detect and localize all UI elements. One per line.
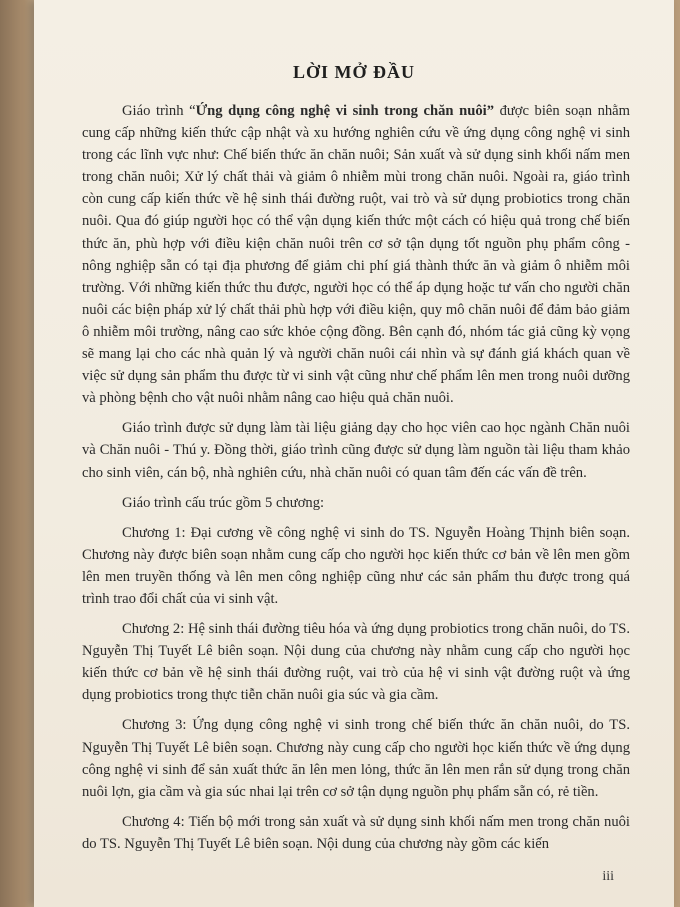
paragraph-intro-rest: được biên soạn nhằm cung cấp những kiến thức cập nhật và xu hướng nghiên cứu về ứng dụng công nghệ vi sinh trong các lĩnh vực như: Chế biến thức ăn chăn nuôi; Sản xuất và sử dụng sinh khối nấm men trong chăn nuôi; Xử lý chất thải và giảm ô nhiễm mùi trong chăn nuôi. Ngoài ra, giáo trình còn cung cấp kiến thức về hệ sinh thái đường ruột, vai trò và sử dụng probiotics trong chăn nuôi. Qua đó giúp người học có thể vận dụng kiến thức một cách có hiệu quả trong chế biến thức ăn, phù hợp với điều kiện chăn nuôi trên cơ sở tận dụng tốt nguồn phụ phẩm công - nông nghiệp sẵn có tại địa phương để giảm chi phí giá thành thức ăn và giảm ô nhiễm môi trường. Với những kiến thức thu được, người học có thể áp dụng hoặc tư vấn cho người chăn nuôi các biện pháp xử lý chất thải phù hợp với điều kiện, quy mô chăn nuôi để đảm bảo giảm ô nhiễm môi trường, nâng cao sức khỏe cộng đồng. Bên cạnh đó, nhóm tác giả cũng kỳ vọng sẽ mang lại cho các nhà quản lý và người chăn nuôi cái nhìn và sự đánh giá khách quan về việc sử dụng sản phẩm thu được từ vi sinh vật cũng như chế phẩm lên men trong nuôi dưỡng và phòng bệnh cho vật nuôi nhằm nâng cao hiệu quả chăn nuôi. — [82, 103, 631, 407]
paragraph-usage: Giáo trình được sử dụng làm tài liệu giảng dạy cho học viên cao học ngành Chăn nuôi và Chăn nuôi - Thú y. Đồng thời, giáo trình cũng được sử dụng làm nguồn tài liệu tham khảo cho sinh viên, cán bộ, nhà nghiên cứu, nhà chăn nuôi có quan tâm đến các vấn đề trên. — [82, 420, 630, 481]
paragraph-structure: Giáo trình cấu trúc gồm 5 chương: — [122, 494, 325, 511]
paragraph-chapter-2: Chương 2: Hệ sinh thái đường tiêu hóa và ứng dụng probiotics trong chăn nuôi, do TS. Nguyễn Thị Tuyết Lê biên soạn. Nội dung của chương này nhằm cung cấp cho người học kiến thức cơ bản về hệ sinh thái đường ruột, vai trò của hệ vi sinh vật đường ruột và ứng dụng probiotics trong thực tiễn chăn nuôi gia súc và gia cầm. — [82, 621, 630, 704]
book-title-bold: Ứng dụng công nghệ vi sinh trong chăn nuôi” — [195, 103, 495, 119]
page-number: iii — [602, 869, 614, 884]
body-text — [82, 100, 630, 863]
book-page — [34, 0, 674, 907]
paragraph-chapter-4: Chương 4: Tiến bộ mới trong sản xuất và sử dụng sinh khối nấm men trong chăn nuôi do TS. Nguyễn Thị Tuyết Lê biên soạn. Nội dung của chương này gồm các kiến — [82, 813, 630, 852]
paragraph-chapter-3: Chương 3: Ứng dụng công nghệ vi sinh trong chế biến thức ăn chăn nuôi, do TS. Nguyễn Thị Tuyết Lê biên soạn. Chương này cung cấp cho người học kiến thức về ứng dụng công nghệ vi sinh để sản xuất thức ăn lên men lỏng, thức ăn lên men rắn sử dụng trong chăn nuôi lợn, gia cầm và gia súc nhai lại trên cơ sở tận dụng nguồn phụ phẩm sẵn có, rẻ tiền. — [82, 717, 630, 800]
paragraph-chapter-1: Chương 1: Đại cương về công nghệ vi sinh do TS. Nguyễn Hoàng Thịnh biên soạn. Chương này được biên soạn nhằm cung cấp cho người học kiến thức cơ bản về lên men gồm lên men truyền thống và lên men công nghiệp cũng như các sản phẩm thu được trong quá trình trao đổi chất của vi sinh vật. — [82, 524, 630, 607]
paragraph-intro — [82, 100, 630, 409]
paragraph-intro-lead: Giáo trình “ — [122, 103, 196, 119]
page-title: LỜI MỞ ĐẦU — [293, 62, 415, 82]
